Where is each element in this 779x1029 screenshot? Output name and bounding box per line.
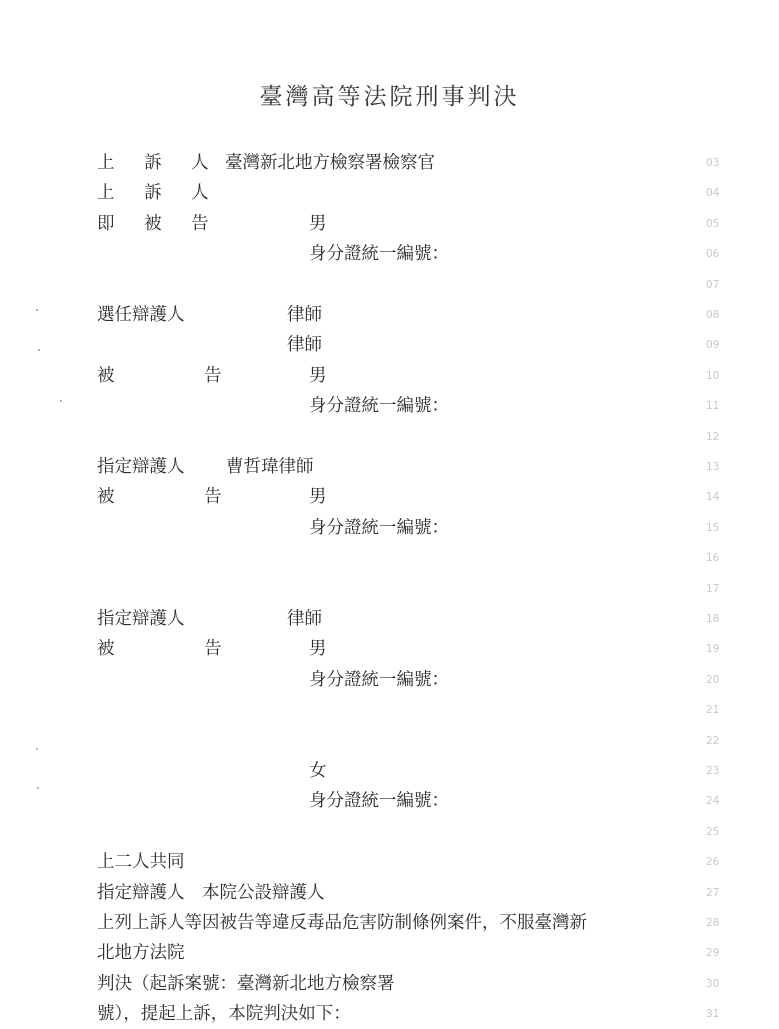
document-line	[0, 148, 690, 178]
line-text: 男	[309, 487, 327, 507]
line-text: 身分證統一編號：	[309, 396, 449, 416]
line-number: 06	[706, 248, 720, 260]
line-number: 04	[706, 187, 720, 199]
document-line	[0, 665, 690, 695]
document-line	[0, 999, 690, 1029]
line-number: 31	[706, 1008, 720, 1020]
document-line	[0, 452, 690, 482]
line-text: 被 告	[97, 487, 264, 507]
line-text: 指定辯護人	[97, 609, 185, 629]
line-text: 律師	[287, 335, 322, 355]
line-number: 11	[706, 400, 720, 412]
line-number: 26	[706, 856, 720, 868]
line-text: 身分證統一編號：	[309, 244, 449, 264]
document-line	[0, 330, 690, 360]
document-line	[0, 482, 690, 512]
line-number: 05	[706, 218, 720, 230]
document-line	[0, 847, 690, 877]
document-line	[0, 938, 690, 968]
line-number: 22	[706, 735, 720, 747]
line-number: 17	[706, 583, 720, 595]
document-line	[0, 756, 690, 786]
line-number: 24	[706, 795, 720, 807]
line-text: 判決（起訴案號：臺灣新北地方檢察署	[97, 974, 395, 994]
line-text: 律師	[287, 305, 322, 325]
line-text: 被 告	[97, 639, 264, 659]
line-number: 20	[706, 674, 720, 686]
line-text: 男	[309, 214, 327, 234]
document-line	[0, 513, 690, 543]
document-line	[0, 695, 690, 725]
document-line	[0, 361, 690, 391]
document-line	[0, 574, 690, 604]
line-number: 09	[706, 339, 720, 351]
document-line	[0, 604, 690, 634]
scan-speck	[36, 748, 38, 750]
line-number: 19	[706, 643, 720, 655]
scan-speck	[36, 309, 38, 311]
scan-speck	[37, 787, 39, 789]
line-text: 律師	[287, 609, 322, 629]
line-number: 12	[706, 431, 720, 443]
line-number: 15	[706, 522, 720, 534]
line-number: 29	[706, 947, 720, 959]
document-line	[0, 422, 690, 452]
document-line	[0, 634, 690, 664]
line-text: 身分證統一編號：	[309, 791, 449, 811]
document-line	[0, 817, 690, 847]
line-text: 號），提起上訴，本院判決如下：	[97, 1004, 351, 1024]
line-number: 03	[706, 157, 720, 169]
line-text: 男	[309, 366, 327, 386]
document-line	[0, 908, 690, 938]
line-text: 女	[309, 761, 327, 781]
line-text: 曹哲瑋律師	[226, 457, 314, 477]
document-line	[0, 270, 690, 300]
line-text: 被 告	[97, 366, 264, 386]
line-number: 23	[706, 765, 720, 777]
document-line	[0, 726, 690, 756]
line-text: 即 被 告	[97, 214, 221, 234]
line-number: 28	[706, 917, 720, 929]
line-number: 10	[706, 370, 720, 382]
document-line	[0, 878, 690, 908]
line-text: 男	[309, 639, 327, 659]
document-line	[0, 300, 690, 330]
line-text: 身分證統一編號：	[309, 670, 449, 690]
document-line	[0, 969, 690, 999]
line-text: 上二人共同	[97, 852, 185, 872]
document-line	[0, 391, 690, 421]
line-text: 指定辯護人 本院公設辯護人	[97, 883, 325, 903]
line-number: 21	[706, 704, 720, 716]
line-text: 身分證統一編號：	[309, 518, 449, 538]
line-number: 18	[706, 613, 720, 625]
line-text: 選任辯護人	[97, 305, 185, 325]
line-number: 08	[706, 309, 720, 321]
document-line	[0, 543, 690, 573]
line-text: 上列上訴人等因被告等違反毒品危害防制條例案件，不服臺灣新	[97, 913, 587, 933]
line-number: 07	[706, 279, 720, 291]
scan-speck	[38, 349, 40, 351]
line-number: 14	[706, 491, 720, 503]
document-title: 臺灣高等法院刑事判決	[259, 84, 520, 110]
document-line	[0, 209, 690, 239]
line-number: 13	[706, 461, 720, 473]
scan-speck	[60, 400, 62, 402]
line-text: 上 訴 人	[97, 153, 221, 173]
line-number: 16	[706, 552, 720, 564]
document-line	[0, 239, 690, 269]
line-number: 30	[706, 978, 720, 990]
line-text: 北地方法院	[97, 943, 185, 963]
document-line	[0, 786, 690, 816]
line-text: 指定辯護人	[97, 457, 185, 477]
line-text: 上 訴 人	[97, 183, 221, 203]
line-number: 25	[706, 826, 720, 838]
line-number: 27	[706, 887, 720, 899]
document-line	[0, 178, 690, 208]
line-text: 臺灣新北地方檢察署檢察官	[225, 153, 435, 173]
